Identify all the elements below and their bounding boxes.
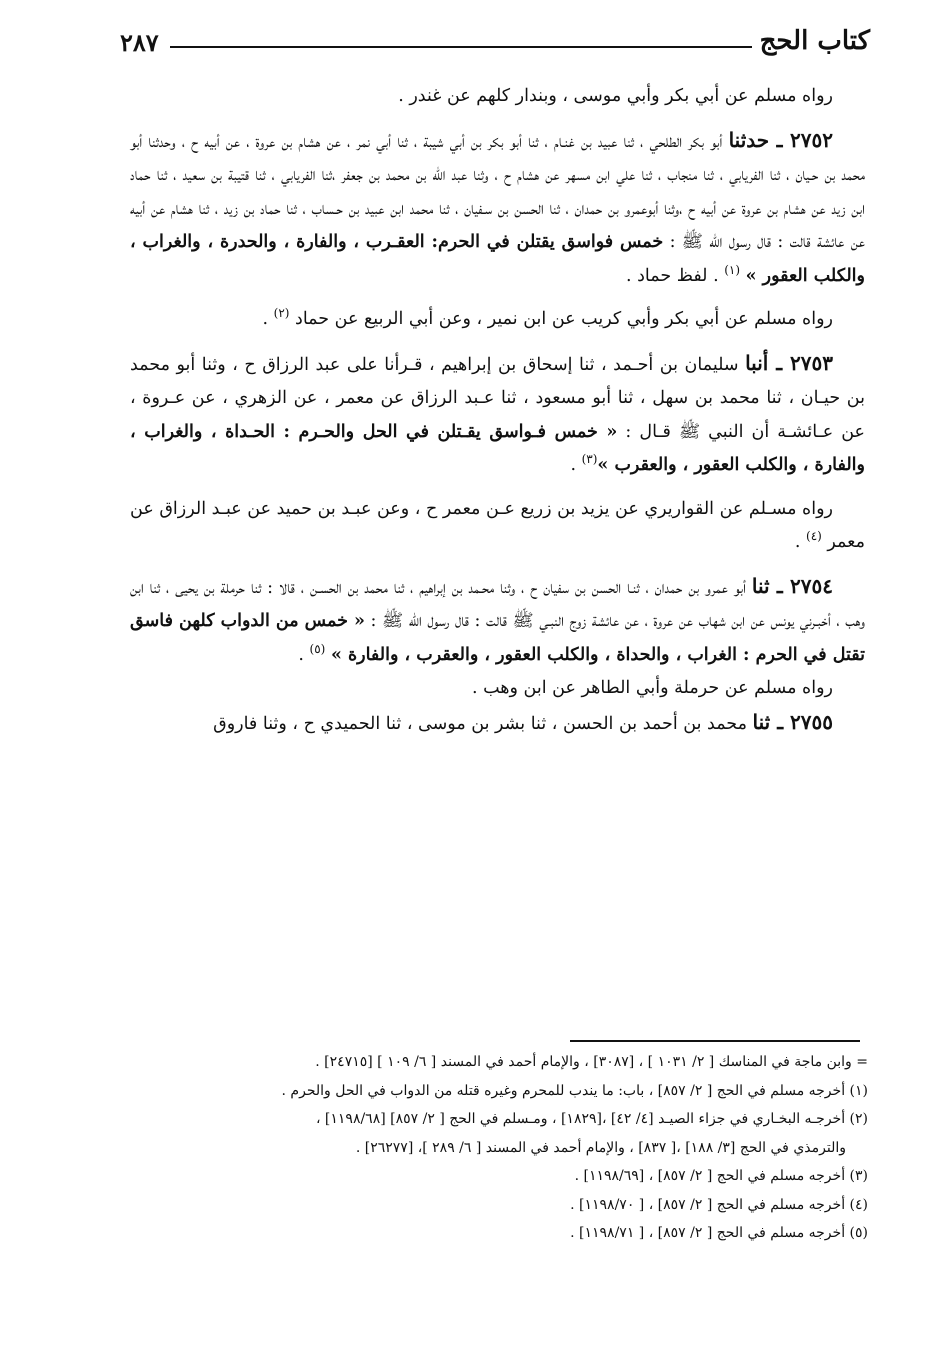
page-header — [120, 22, 870, 62]
footnote-5: (٥) أخرجه مسلم في الحج [ ٢/ ٨٥٧] ، [ ١١٩٨/٧١] . — [570, 1225, 868, 1241]
page-number: ٢٨٧ — [120, 28, 159, 57]
hadith-number: ٢٧٥٢ ـ حدثنا — [728, 127, 833, 152]
main-text — [130, 80, 865, 741]
header-rule — [170, 46, 752, 48]
hadith-number: ٢٧٥٥ ـ ثنا — [752, 709, 833, 734]
hadith-number: ٢٧٥٤ ـ ثنا — [751, 573, 833, 598]
hadith-2752: ٢٧٥٢ ـ حدثنا أبو بكر الطلحي ، ثنا عبيد بن غنـام ، ثنا أبو بكر بن أبي شيبة ، ثنا أبي نمر ، عن هشام بن عروة ، عن أبيه ح ، وحدثنا أبو محمد بن حـيان ، ثنا الفريابي ، ثنا منجاب ، ثنا علي ابن مسهر عن هشام ح ، وثنا عبد الله بن محمد بن جعفر ،ثنا الفريابي ، ثنا قتيبة بن سعيد ، ثنا حماد ابن زيد عن هشام بن عروة عن أبيه ح ،وثنا أبوعمرو بن حمدان ، ثنا الحسن بن سـفيان ، ثنا محمد ابن عبيد بن حـساب ، ثنا حماد بن زيد ، ثنا هشام عن أبيه عن عائشة قالت : قال رسول الله ﷺ : خمس فواسق يقتلن في الحرم: العقـرب ، والفارة ، والحدرة ، والغراب ، والكلب العقور » $^{(١)}$ . لفظ حماد . — [130, 127, 865, 286]
footnote-marker: (٤) — [806, 529, 822, 544]
hadith-number: ٢٧٥٣ ـ أنبا — [745, 350, 833, 375]
footnote-3: (٣) أخرجه مسلم في الحج [ ٢/ ٨٥٧] ، [١١٩٨/٦٩] . — [574, 1168, 868, 1184]
footnote-marker: (٢) — [273, 306, 290, 321]
footnote-continuation: = وابن ماجة في المناسك [ ٢/ ١٠٣١ ] ، [٣٠٨٧] ، والإمام أحمد في المسند [ ٦/ ١٠٩ ] [٢٤٧١٥] . — [315, 1054, 868, 1070]
hadith-text: خمس فواسق يقتلن في الحرم: العقـرب ، والفارة ، والحدرة ، والغراب ، والكلب العقور » — [130, 232, 865, 286]
narration-paragraph: رواه مسلم عن أبي بكر وأبي موسى ، وبندار كلهم عن غندر . — [398, 86, 833, 106]
narration-paragraph: رواه مسـلم عن القواريري عن يزيد بن زريع عـن معمر ح ، وعن عبـد بن حميد عن عبـد الرزاق عن معمر $^{(٤)}$ . — [130, 498, 865, 552]
hadith-text: « خمس من الدواب كلهن فاسق تقتل في الحرم : الغراب ، والحداة ، والكلب العقور ، والعقرب ، والفارة » — [129, 611, 865, 665]
footnote-2: (٢) أخرجـه البخـاري في جزاء الصيـد [٤/ ٤٢] ،[١٨٢٩] ، ومـسلم في الحج [ ٢/ ٨٥٧] [١١٩٨/٦٨] ، — [315, 1111, 868, 1127]
footnote-1: (١) أخرجه مسلم في الحج [ ٢/ ٨٥٧] ، باب: ما يندب للمحرم وغيره قتله من الدواب في الحل والحرم . — [281, 1082, 868, 1099]
isnad-text: أبو بكر الطلحي ، ثنا عبيد بن غنـام ، ثنا أبو بكر بن أبي شيبة ، ثنا أبي نمر ، عن هشام بن عروة ، عن أبيه ح ، وحدثنا أبو محمد بن حـيان ، ثنا الفريابي ، ثنا منجاب ، ثنا علي ابن مسهر عن هشام ح ، وثنا عبد الله بن محمد بن جعفر ،ثنا الفريابي ، ثنا قتيبة بن سعيد ، ثنا حماد ابن زيد عن هشام بن عروة عن أبيه ح ،وثنا أبوعمرو بن حمدان ، ثنا الحسن بن سـفيان ، ثنا محمد ابن عبيد بن حـساب ، ثنا حماد بن زيد ، ثنا هشام عن أبيه عن عائشة قالت : قال رسول الله ﷺ : — [130, 131, 865, 252]
footnote-rule — [570, 1040, 860, 1042]
narration-paragraph: رواه مسلم عن حرملة وأبي الطاهر عن ابن وهب . — [472, 678, 833, 698]
footnote-2-continued: والترمذي في الحج [٣/ ١٨٨] ،[ ٨٣٧] ، والإمام أحمد في المسند [ ٦/ ٢٨٩ ]، [٢٦٢٧٧] . — [355, 1139, 846, 1156]
isnad-text: أبو عمرو بن حمدان ، ثنـا الحسن بن سفيان ح ، وثنا محـمد بن إبراهيم ، ثنا محمد بن الحسـن ، قالا : ثنا حرملة بن يحيى ، ثنا ابن وهب ، أخبـرني يونس عن ابن شهاب عن عروة ، عن عائشة زوج النبـي ﷺ قالت : قال رسول الله ﷺ : — [130, 577, 865, 631]
isnad-text: محمد بن أحمد بن الحسن ، ثنا بشر بن موسى ، ثنا الحميدي ح ، وثنا فاروق — [213, 713, 753, 734]
hadith-text: « خمس فـواسق يقـتلن في الحل والحـرم : الحـداة ، والغراب ، والفارة ، والكلب العقور ، والعقرب » — [130, 421, 865, 475]
isnad-text: سليمان بن أحـمد ، ثنا إسحاق بن إبراهيم ، قـرأنا على عبد الرزاق ح ، وثنا أبو محمد بن حيـان ، ثنا محمد بن سهل ، ثنا أبو مسعود ، ثنا عـبد الرزاق عن معمر ، عن الزهري ، عن عـروة ، عن عـائشـة أن النبي ﷺ قـال : — [130, 354, 865, 442]
footnote-marker: (٥) — [309, 641, 326, 656]
book-title: كتاب الحج — [759, 26, 870, 56]
footnote-marker: (١) — [724, 262, 741, 277]
footnote-marker: (٣) — [581, 452, 598, 467]
narration-paragraph: رواه مسلم عن أبي بكر وأبي كريب عن ابن نمير ، وعن أبي الربيع عن حماد $^{(٢)}$ . — [262, 306, 833, 329]
hadith-2755 — [130, 706, 865, 742]
hadith-2754: ٢٧٥٤ ـ ثنا أبو عمرو بن حمدان ، ثنـا الحسن بن سفيان ح ، وثنا محـمد بن إبراهيم ، ثنا محمد بن الحسـن ، قالا : ثنا حرملة بن يحيى ، ثنا ابن وهب ، أخبـرني يونس عن ابن شهاب عن عروة ، عن عائشة زوج النبـي ﷺ قالت : قال رسول الله ﷺ : « خمس من الدواب كلهن فاسق تقتل في الحرم : الغراب ، والحداة ، والكلب العقور ، والعقرب ، والفارة » $^{(٥)}$ . — [129, 573, 865, 665]
footnotes — [128, 1048, 868, 1248]
footnote-4: (٤) أخرجه مسلم في الحج [ ٢/ ٨٥٧] ، [ ١١٩٨/٧٠] . — [570, 1196, 868, 1213]
hadith-2753: ٢٧٥٣ ـ أنبا سليمان بن أحـمد ، ثنا إسحاق بن إبراهيم ، قـرأنا على عبد الرزاق ح ، وثنا أبو محمد بن حيـان ، ثنا محمد بن سهل ، ثنا أبو مسعود ، ثنا عـبد الرزاق عن معمر ، عن الزهري ، عن عـروة ، عن عـائشـة أن النبي ﷺ قـال : « خمس فـواسق يقـتلن في الحل والحـرم : الحـداة ، والغراب ، والفارة ، والكلب العقور ، والعقرب »$^{(٣)}$ . — [130, 350, 865, 475]
